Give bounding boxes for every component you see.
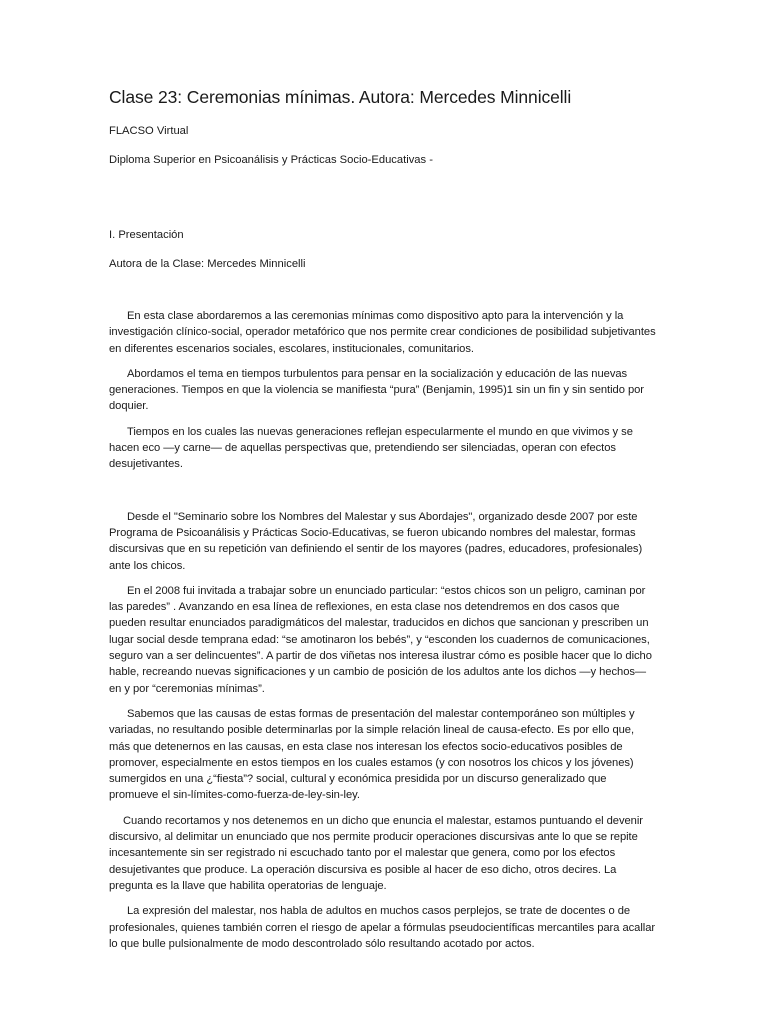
author-line: Autora de la Clase: Mercedes Minnicelli [109, 258, 306, 270]
body-paragraph: Sabemos que las causas de estas formas de presentación del malestar contemporáneo son múltiples y variadas, no resultando posible determinarlas por la simple relación lineal de causa-efecto. Es por ello que, más que detenernos en las causas, en esta clase nos interesan los efectos socio-educativos posibles de promover, especialmente en estos tiempos en los cuales estamos (y con nosotros los chicos y los jóvenes) sumergidos en una ¿“fiesta”? social, cultural y económica presidida por un discurso generalizado que promueve el sin-límites-como-fuerza-de-ley-sin-ley. [109, 707, 635, 802]
section-heading: I. Presentación [109, 229, 184, 241]
page-title: Clase 23: Ceremonias mínimas. Autora: Mercedes Minnicelli [109, 87, 572, 107]
body-paragraph: Cuando recortamos y nos detenemos en un dicho que enuncia el malestar, estamos puntuando el devenir discursivo, al delimitar un enunciado que nos permite producir operaciones discursivas ante lo que se repite incesantemente sin ser registrado ni escuchado tanto por el malestar que genera, como por los efectos desujetivantes que produce. La operación discursiva es posible al hacer de eso dicho, otros decires. La pregunta es la llave que habilita operatorias de lenguaje. [109, 814, 643, 892]
body-paragraph: Abordamos el tema en tiempos turbulentos para pensar en la socialización y educación de las nuevas generaciones. Tiempos en que la violencia se manifiesta “pura” (Benjamin, 1995)1 sin un fin y sin sentido por doquier. [109, 367, 644, 413]
institution-name: FLACSO Virtual [109, 125, 189, 137]
document-page [109, 86, 657, 961]
body-paragraph: En el 2008 fui invitada a trabajar sobre un enunciado particular: “estos chicos son un peligro, caminan por las paredes” . Avanzando en esa línea de reflexiones, en esta clase nos detendremos en dos casos que pueden resultar enunciados paradigmáticos del malestar, traducidos en dichos que sancionan y prescriben un lugar social desde temprana edad: “se amotinaron los bebés”, y “esconden los cuadernos de comunicaciones, seguro van a ser delincuentes”. A partir de dos viñetas nos interesa ilustrar cómo es posible hacer que lo dicho hable, recreando nuevas significaciones y un cambio de posición de los adultos ante los dichos —y hechos— en y por “ceremonias mínimas”. [109, 584, 652, 695]
program-name: Diploma Superior en Psicoanálisis y Prácticas Socio-Educativas - [109, 154, 433, 166]
body-paragraph: Desde el "Seminario sobre los Nombres del Malestar y sus Abordajes", organizado desde 2007 por este Programa de Psicoanálisis y Prácticas Socio-Educativas, se fueron ubicando nombres del malestar, formas discursivas que en su repetición van definiendo el sentir de los mayores (padres, educadores, profesionales) ante los chicos. [109, 510, 643, 572]
body-paragraph: En esta clase abordaremos a las ceremonias mínimas como dispositivo apto para la intervención y la investigación clínico-social, operador metafórico que nos permite crear condiciones de posibilidad subjetivantes en diferentes escenarios sociales, escolares, institucionales, comunitarios. [109, 310, 656, 355]
body-paragraph: Tiempos en los cuales las nuevas generaciones reflejan especularmente el mundo en que vivimos y se hacen eco —y carne— de aquellas perspectivas que, pretendiendo ser silenciadas, operan con efectos desujetivantes. [109, 425, 633, 471]
body-paragraph: La expresión del malestar, nos habla de adultos en muchos casos perplejos, se trate de docentes o de profesionales, quienes también corren el riesgo de apelar a fórmulas pseudocientíficas mercantiles para acallar lo que bulle pulsionalmente de modo descontrolado sólo resultando acotado por actos. [109, 905, 656, 950]
